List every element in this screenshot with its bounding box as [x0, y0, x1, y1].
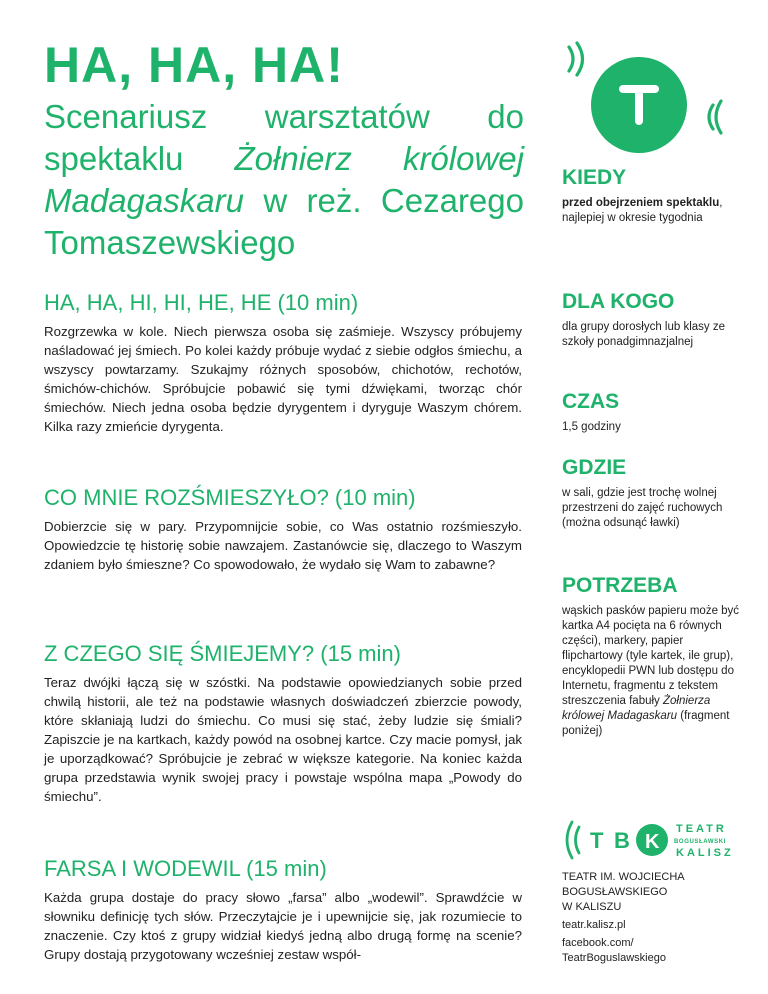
sidebar-text-main: wąskich pasków papieru może być kartka A4 pocięta na 6 równych części), markery, papier flipchartowy (tyle kartek, ile grup), encyklopedii PWN lub dostępu do Internetu, fragmentu z tekstem streszczenia fabuły: [562, 605, 740, 707]
website-link[interactable]: teatr.kalisz.pl: [562, 919, 626, 931]
theatre-address: [562, 870, 742, 966]
logo-teatr-word: TEATR: [676, 823, 727, 835]
section-text: Każda grupa dostaje do pracy słowo „farsa” albo „wodewil”. Sprawdźcie w słowniku definicję tych słów. Przeczytajcie je i upewnijcie się, jak rozumiecie to znaczenie. Czy ktoś z grupy widział kiedyś jedną albo drugą formę na scenie? Grupy dostają przygotowany wcześniej zestaw współ-: [44, 890, 522, 962]
section-warmup: [44, 290, 522, 436]
sidebar-time: [562, 390, 742, 435]
sidebar-text-rest: , najlepiej w okresie tygodnia: [562, 197, 723, 224]
logo-boguslawski-word: BOGUSŁAWSKI: [674, 839, 726, 845]
facebook-link-continued[interactable]: TeatrBoguslawskiego: [562, 952, 666, 964]
sidebar-heading: DLA KOGO: [562, 290, 675, 313]
sidebar-heading: POTRZEBA: [562, 574, 678, 597]
logo-kalisz-word: KALISZ: [676, 847, 734, 859]
section-heading: FARSA I WODEWIL (15 min): [44, 856, 327, 881]
address-line: TEATR IM. WOJCIECHA: [562, 871, 685, 883]
logo-initial-t: T: [590, 828, 604, 853]
section-heading: CO MNIE ROZŚMIESZYŁO? (10 min): [44, 485, 416, 510]
section-text: Dobierzcie się w pary. Przypomnijcie sobie, co Was ostatnio rozśmieszyło. Opowiedzcie tę historię sobie nawzajem. Zastanówcie się, dlaczego to Waszym zdaniem było śmieszne? Co spowodowało, że wydało się Wam to zabawne?: [44, 519, 522, 572]
subtitle-text: Scenariusz warsztatów do spektaklu: [44, 98, 524, 177]
sidebar-italic-title: Żołnierza królowej Madagaskaru: [562, 695, 711, 722]
address-line: BOGUSŁAWSKIEGO: [562, 886, 668, 898]
sidebar-text: w sali, gdzie jest trochę wolnej przestrzeni do zajęć ruchowych (można odsunąć ławki): [562, 487, 723, 529]
theatre-logo-icon: [555, 35, 755, 175]
sidebar-text: dla grupy dorosłych lub klasy ze szkoły ponadgimnazjalnej: [562, 321, 725, 348]
sidebar-needed: [562, 574, 742, 739]
section-why-we-laugh: [44, 641, 522, 806]
sidebar-text: 1,5 godziny: [562, 421, 621, 433]
sidebar-bold-text: przed obejrzeniem spektaklu: [562, 197, 720, 209]
sidebar-text-end: (fragment poniżej): [562, 710, 730, 737]
teatr-boguslawski-logo: [562, 818, 742, 867]
sidebar-text: [562, 604, 742, 739]
sidebar-for-whom: [562, 290, 742, 350]
sidebar-where: [562, 456, 742, 531]
logo-initial-k: K: [645, 831, 660, 853]
sidebar-heading: KIEDY: [562, 166, 627, 189]
sidebar-heading: CZAS: [562, 390, 620, 413]
section-heading: HA, HA, HI, HI, HE, HE (10 min): [44, 290, 359, 315]
logo-initial-b: B: [614, 828, 630, 853]
subtitle-director: w reż. Cezarego Tomaszewskiego: [44, 182, 524, 261]
sidebar-text: [562, 196, 742, 226]
facebook-link[interactable]: facebook.com/: [562, 937, 634, 949]
play-title: Żołnierz królowej Madagaskaru: [44, 140, 524, 219]
sidebar-heading: GDZIE: [562, 456, 627, 479]
section-text: Teraz dwójki łączą się w szóstki. Na podstawie opowiedzianych sobie przed chwilą historii, ale też na podstawie własnych doświadczeń zbierzcie powody, które skłaniają ludzi do śmiechu. Co musi się stać, żeby ludzie się śmiali? Zapiszcie je na kartkach, każdy powód na osobnej kartce. Czy macie pomysł, jak je uporządkować? Spróbujcie je zebrać w większe kategorie. Na koniec każda grupa przedstawia wynik swojej pracy i powstaje wspólna mapa „Powody do śmiechu”.: [44, 675, 522, 804]
page-title: HA, HA, HA!: [44, 37, 344, 93]
section-farce-vaudeville: [44, 856, 522, 964]
section-heading: Z CZEGO SIĘ ŚMIEJEMY? (15 min): [44, 641, 401, 666]
sidebar-when: [562, 166, 742, 226]
page-subtitle: [44, 96, 524, 264]
section-text: Rozgrzewka w kole. Niech pierwsza osoba się zaśmieje. Wszyscy próbujemy naśladować jej śmiech. Po kolei każdy próbuje wydać z siebie odgłos śmiechu, a wszyscy powtarzamy. Szukajmy różnych sposobów, chichotów, rechotów, śmichów-chichów. Spróbujcie pobawić się tymi dźwiękami, tworząc chór śmiechów. Niech jedna osoba będzie dyrygentem i dyryguje Waszym chórem. Kilka razy zmieńcie dyrygenta.: [44, 324, 522, 434]
section-what-made-me-laugh: [44, 485, 522, 574]
address-line: W KALISZU: [562, 901, 622, 913]
tbk-logo-icon: [562, 818, 742, 862]
